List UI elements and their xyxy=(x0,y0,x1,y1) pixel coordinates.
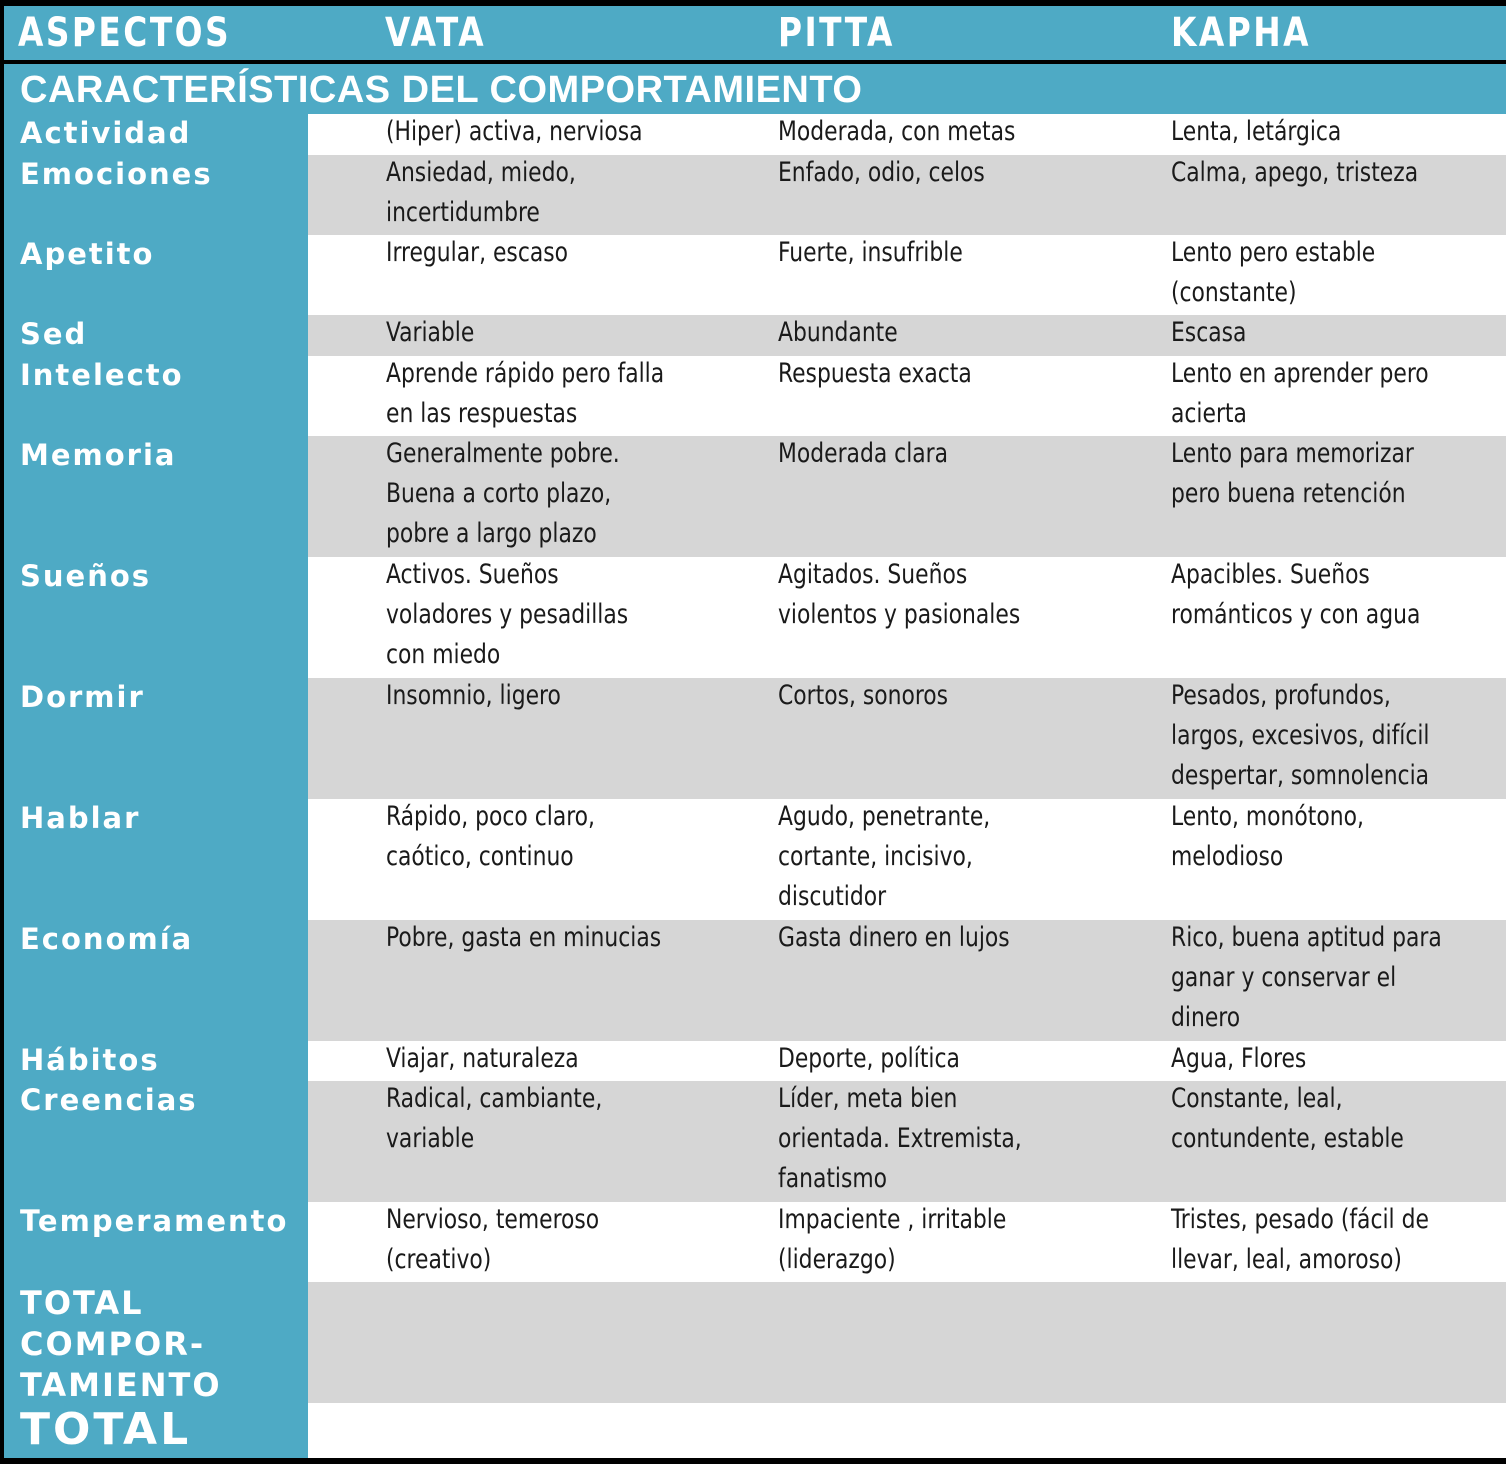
cell-kapha: Agua, Flores xyxy=(1171,1043,1307,1074)
total-comportamiento-label: TOTAL COMPOR- TAMIENTO xyxy=(20,1284,222,1404)
row-label: Economía xyxy=(20,922,194,956)
cell-pitta: Fuerte, insufrible xyxy=(778,237,963,268)
cell-vata: (Hiper) activa, nerviosa xyxy=(386,116,643,147)
cell-kapha: Calma, apego, tristeza xyxy=(1171,157,1419,188)
cell-pitta: Enfado, odio, celos xyxy=(778,157,985,188)
cell-kapha: Escasa xyxy=(1171,317,1247,348)
row-label: Actividad xyxy=(20,116,192,150)
cell-pitta: Deporte, política xyxy=(778,1043,960,1074)
cell-kapha: Rico, buena aptitud para ganar y conservar el dinero xyxy=(1171,922,1442,1034)
cell-pitta: Moderada clara xyxy=(778,438,949,469)
total-label: TOTAL xyxy=(20,1404,192,1455)
cell-vata: Variable xyxy=(386,317,475,348)
cell-pitta: Agitados. Sueños violentos y pasionales xyxy=(778,559,1021,631)
cell-vata: Activos. Sueños voladores y pesadillas con miedo xyxy=(386,559,629,671)
header-pitta: PITTA xyxy=(778,10,895,56)
row-label: Creencias xyxy=(20,1083,198,1117)
cell-kapha: Tristes, pesado (fácil de llevar, leal, amoroso) xyxy=(1171,1204,1429,1276)
total-row xyxy=(308,1403,1506,1458)
cell-kapha: Lenta, letárgica xyxy=(1171,116,1342,147)
row-label: Hablar xyxy=(20,801,141,835)
cell-vata: Radical, cambiante, variable xyxy=(386,1083,603,1155)
cell-kapha: Pesados, profundos, largos, excesivos, difícil despertar, somnolencia xyxy=(1171,680,1430,792)
cell-pitta: Agudo, penetrante, cortante, incisivo, discutidor xyxy=(778,801,991,913)
total-comportamiento-row xyxy=(308,1282,1506,1403)
cell-pitta: Impaciente , irritable (liderazgo) xyxy=(778,1204,1007,1276)
row-label: Temperamento xyxy=(20,1204,289,1238)
cell-vata: Generalmente pobre. Buena a corto plazo, pobre a largo plazo xyxy=(386,438,620,550)
cell-pitta: Líder, meta bien orientada. Extremista, fanatismo xyxy=(778,1083,1022,1195)
cell-kapha: Lento, monótono, melodioso xyxy=(1171,801,1364,873)
cell-kapha: Apacibles. Sueños románticos y con agua xyxy=(1171,559,1421,631)
header-vata: VATA xyxy=(385,10,487,56)
row-label: Emociones xyxy=(20,157,213,191)
cell-pitta: Cortos, sonoros xyxy=(778,680,949,711)
row-label: Apetito xyxy=(20,237,155,271)
cell-kapha: Lento para memorizar pero buena retención xyxy=(1171,438,1414,510)
cell-kapha: Lento pero estable (constante) xyxy=(1171,237,1376,309)
cell-vata: Ansiedad, miedo, incertidumbre xyxy=(386,157,576,229)
row-label: Intelecto xyxy=(20,358,184,392)
section-title-bar xyxy=(4,64,1506,114)
header-aspectos: ASPECTOS xyxy=(18,10,232,56)
cell-vata: Irregular, escaso xyxy=(386,237,569,268)
cell-vata: Nervioso, temeroso (creativo) xyxy=(386,1204,600,1276)
cell-pitta: Moderada, con metas xyxy=(778,116,1016,147)
cell-vata: Viajar, naturaleza xyxy=(386,1043,579,1074)
cell-pitta: Respuesta exacta xyxy=(778,358,972,389)
row-label: Hábitos xyxy=(20,1043,160,1077)
row-label: Dormir xyxy=(20,680,145,714)
row-label: Sueños xyxy=(20,559,152,593)
row-label: Memoria xyxy=(20,438,177,472)
section-title: CARACTERÍSTICAS DEL COMPORTAMIENTO xyxy=(20,69,863,111)
cell-pitta: Abundante xyxy=(778,317,898,348)
header-kapha: KAPHA xyxy=(1171,10,1311,56)
cell-pitta: Gasta dinero en lujos xyxy=(778,922,1010,953)
cell-vata: Rápido, poco claro, caótico, continuo xyxy=(386,801,595,873)
cell-vata: Pobre, gasta en minucias xyxy=(386,922,662,953)
table-header xyxy=(4,6,1506,64)
cell-vata: Aprende rápido pero falla en las respuestas xyxy=(386,358,665,430)
cell-kapha: Constante, leal, contundente, estable xyxy=(1171,1083,1404,1155)
cell-vata: Insomnio, ligero xyxy=(386,680,561,711)
cell-kapha: Lento en aprender pero acierta xyxy=(1171,358,1429,430)
row-label: Sed xyxy=(20,317,88,351)
